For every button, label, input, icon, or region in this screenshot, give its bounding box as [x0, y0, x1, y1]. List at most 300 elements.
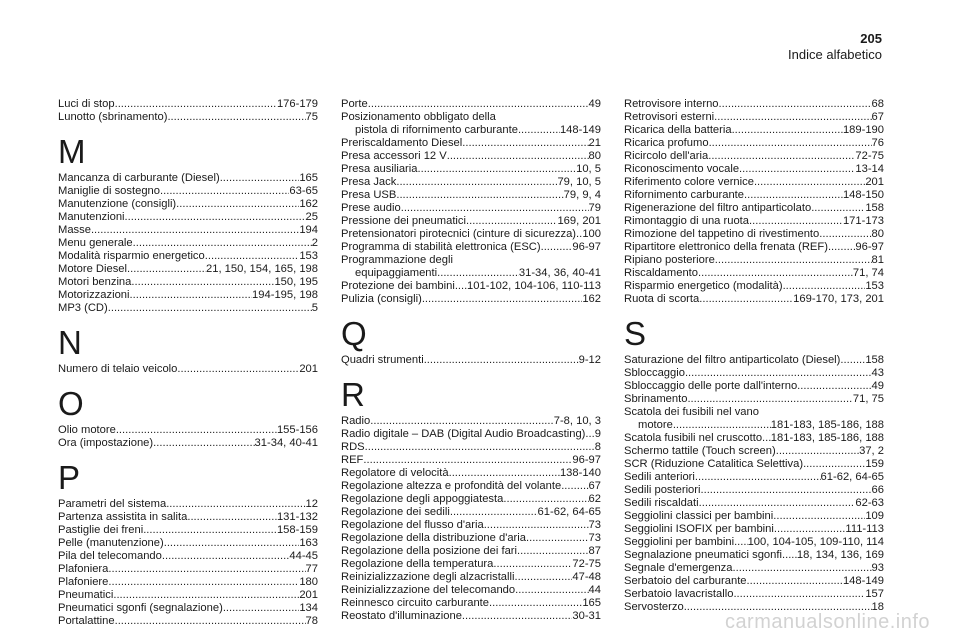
- index-entry: [58, 172, 318, 185]
- index-entry: [341, 111, 601, 124]
- dot-leader: [811, 202, 865, 215]
- index-entry: [58, 563, 318, 576]
- dot-leader: [585, 428, 594, 441]
- index-entry-term: Reostato d'illuminazione: [341, 610, 462, 622]
- index-entry-pages: 21, 150, 154, 165, 198: [206, 263, 318, 275]
- index-entry: [341, 597, 601, 610]
- index-entry: [58, 550, 318, 563]
- index-entry-term: Presa ausiliaria: [341, 163, 418, 175]
- dot-leader: [130, 289, 253, 302]
- index-entry-term: Sbloccaggio delle porte dall'interno: [624, 380, 798, 392]
- dot-leader: [131, 276, 274, 289]
- index-entry-pages: 62-63: [855, 497, 884, 509]
- index-entry-term: Masse: [58, 224, 91, 236]
- dot-leader: [437, 267, 519, 280]
- index-entry: [341, 467, 601, 480]
- dot-leader: [424, 354, 579, 367]
- index-entry: [341, 584, 601, 597]
- index-entry-term: Mancanza di carburante (Diesel): [58, 172, 220, 184]
- index-entry-pages: 49: [588, 98, 601, 110]
- index-entry-term: Plafoniere: [58, 576, 109, 588]
- dot-leader: [561, 480, 588, 493]
- index-entry-term: Parametri del sistema: [58, 498, 167, 510]
- dot-leader: [160, 185, 289, 198]
- index-entry: [624, 367, 884, 380]
- index-entry-term: SCR (Riduzione Catalitica Selettiva): [624, 458, 804, 470]
- dot-leader: [116, 424, 277, 437]
- index-entry: [624, 510, 884, 523]
- dot-leader: [503, 493, 588, 506]
- index-entry-pages: 44-45: [289, 550, 318, 562]
- index-entry: [341, 506, 601, 519]
- index-entry-pages: 76: [871, 137, 884, 149]
- index-entry: [58, 98, 318, 111]
- dot-leader: [462, 610, 572, 623]
- index-entry-pages: 153: [299, 250, 318, 262]
- dot-leader: [733, 562, 872, 575]
- index-entry-term: Sedili posteriori: [624, 484, 701, 496]
- index-entry: [624, 111, 884, 124]
- index-entry: [58, 498, 318, 511]
- index-entry-pages: 8: [594, 441, 601, 453]
- index-entry-pages: 96-97: [572, 241, 601, 253]
- index-entry: [624, 280, 884, 293]
- index-entry: [624, 419, 884, 432]
- index-entry-pages: 75: [305, 111, 318, 123]
- index-entry-pages: 31-34, 36, 40-41: [518, 267, 601, 279]
- index-entry-pages: 158: [865, 354, 884, 366]
- index-entry-term: Ripiano posteriore: [624, 254, 715, 266]
- dot-leader: [417, 163, 576, 176]
- index-entry-pages: 180: [299, 576, 318, 588]
- index-column-2: [341, 98, 601, 623]
- dot-leader: [167, 111, 305, 124]
- index-entry: [341, 189, 601, 202]
- index-letter-heading: S: [624, 315, 647, 352]
- index-entry: [624, 124, 884, 137]
- dot-leader: [840, 354, 865, 367]
- index-entry-pages: 163: [299, 537, 318, 549]
- index-entry: [341, 519, 601, 532]
- page-number: 205: [860, 31, 882, 46]
- dot-leader: [153, 437, 254, 450]
- index-entry: [624, 267, 884, 280]
- index-entry: [341, 558, 601, 571]
- index-entry-pages: 71, 74: [852, 267, 884, 279]
- index-entry: [58, 237, 318, 250]
- index-entry: [58, 363, 318, 376]
- index-entry: [341, 241, 601, 254]
- index-entry: [624, 163, 884, 176]
- index-entry-pages: 10, 5: [576, 163, 601, 175]
- index-entry: [624, 137, 884, 150]
- index-entry-pages: 73: [588, 519, 601, 531]
- index-entry-term: Segnalazione pneumatici sgonfi: [624, 549, 782, 561]
- index-entry-term: Partenza assistita in salita: [58, 511, 188, 523]
- index-entry-term: RDS: [341, 441, 365, 453]
- index-entry-term: Olio motore: [58, 424, 116, 436]
- index-entry-pages: 9: [594, 428, 601, 440]
- dot-leader: [715, 254, 872, 267]
- index-entry: [341, 480, 601, 493]
- index-entry-pages: 79, 9, 4: [563, 189, 601, 201]
- dot-leader: [749, 215, 843, 228]
- dot-leader: [125, 211, 306, 224]
- dot-leader: [747, 575, 843, 588]
- index-entry-pages: 162: [582, 293, 601, 305]
- dot-leader: [422, 293, 583, 306]
- index-entry-term: Regolazione degli appoggiatesta: [341, 493, 504, 505]
- index-entry: [341, 202, 601, 215]
- index-entry-pages: 181-183, 185-186, 188: [770, 419, 884, 431]
- dot-leader: [732, 124, 843, 137]
- index-entry-term: Presa USB: [341, 189, 397, 201]
- dot-leader: [220, 172, 300, 185]
- index-entry: [341, 493, 601, 506]
- index-entry-term: Lunotto (sbrinamento): [58, 111, 168, 123]
- index-entry: [341, 150, 601, 163]
- index-entry-term: Presa accessori 12 V: [341, 150, 447, 162]
- dot-leader: [108, 576, 299, 589]
- dot-leader: [708, 150, 855, 163]
- index-entry-pages: 72-75: [572, 558, 601, 570]
- dot-leader: [396, 189, 563, 202]
- index-entry-pages: 13-14: [855, 163, 884, 175]
- index-entry-term: Retrovisore interno: [624, 98, 719, 110]
- index-entry-term: Porte: [341, 98, 368, 110]
- index-entry-pages: 176-179: [276, 98, 318, 110]
- index-entry-term: Prese audio: [341, 202, 401, 214]
- index-entry-pages: 134: [299, 602, 318, 614]
- index-entry-pages: 165: [582, 597, 601, 609]
- index-entry-term: Serbatoio del carburante: [624, 575, 747, 587]
- index-entry: [624, 562, 884, 575]
- index-entry-pages: 150, 195: [274, 276, 318, 288]
- dot-leader: [514, 571, 572, 584]
- dot-leader: [164, 537, 300, 550]
- dot-leader: [773, 510, 865, 523]
- dot-leader: [143, 524, 277, 537]
- index-entry-pages: 31-34, 40-41: [254, 437, 318, 449]
- index-entry: [624, 588, 884, 601]
- index-entry: [58, 537, 318, 550]
- index-entry: [624, 406, 884, 419]
- index-entry-pages: 109: [865, 510, 884, 522]
- dot-leader: [401, 202, 589, 215]
- dot-leader: [698, 267, 853, 280]
- index-entry-term: Pulizia (consigli): [341, 293, 422, 305]
- index-entry: [58, 198, 318, 211]
- index-entry-term: Motorizzazioni: [58, 289, 130, 301]
- index-entry-term: Reinizializzazione del telecomando: [341, 584, 516, 596]
- index-entry: [58, 589, 318, 602]
- index-entry: [624, 189, 884, 202]
- index-entry-pages: 61-62, 64-65: [537, 506, 601, 518]
- index-entry-pages: 61-62, 64-65: [820, 471, 884, 483]
- index-entry: [341, 176, 601, 189]
- index-entry-term: motore: [638, 419, 673, 431]
- index-entry-pages: 169-170, 173, 201: [793, 293, 884, 305]
- index-entry-pages: 80: [871, 228, 884, 240]
- index-entry-term: Radio digitale – DAB (Digital Audio Broadcasting): [341, 428, 586, 440]
- index-entry: [624, 549, 884, 562]
- index-entry-term: Portalattine: [58, 615, 115, 627]
- index-entry-term: Regolatore di velocità: [341, 467, 449, 479]
- index-entry-term: Saturazione del filtro antiparticolato (Diesel): [624, 354, 841, 366]
- index-entry-pages: 162: [299, 198, 318, 210]
- dot-leader: [177, 363, 299, 376]
- index-entry-term: Posizionamento obbligato della: [341, 111, 496, 123]
- index-entry-pages: 155-156: [276, 424, 318, 436]
- index-entry-term: Regolazione del flusso d'aria: [341, 519, 484, 531]
- dot-leader: [108, 563, 305, 576]
- index-entry-pages: 80: [588, 150, 601, 162]
- index-entry-pages: 159: [865, 458, 884, 470]
- index-entry: [341, 215, 601, 228]
- dot-leader: [447, 150, 589, 163]
- index-entry: [341, 280, 601, 293]
- index-entry: [58, 437, 318, 450]
- dot-leader: [365, 441, 595, 454]
- index-entry-pages: 21: [588, 137, 601, 149]
- index-entry-term: Riconoscimento vocale: [624, 163, 740, 175]
- dot-leader: [396, 176, 557, 189]
- index-entry-pages: 148-150: [842, 189, 884, 201]
- page-header: [788, 31, 882, 63]
- dot-leader: [223, 602, 300, 615]
- index-entry: [624, 202, 884, 215]
- index-entry-pages: 73: [588, 532, 601, 544]
- index-entry: [341, 610, 601, 623]
- index-entry-term: Riferimento colore vernice: [624, 176, 754, 188]
- index-entry-term: Segnale d'emergenza: [624, 562, 733, 574]
- index-entry-term: Pretensionatori pirotecnici (cinture di sicurezza): [341, 228, 577, 240]
- index-letter-heading: M: [58, 133, 86, 170]
- index-entry-pages: 201: [299, 589, 318, 601]
- index-entry-pages: 79: [588, 202, 601, 214]
- dot-leader: [782, 549, 797, 562]
- index-letter-heading: Q: [341, 315, 367, 352]
- index-entry-term: Pila del telecomando: [58, 550, 162, 562]
- index-letter-heading: R: [341, 376, 365, 413]
- index-entry: [58, 576, 318, 589]
- index-entry-pages: 96-97: [855, 241, 884, 253]
- index-entry-pages: 148-149: [559, 124, 601, 136]
- index-entry: [341, 545, 601, 558]
- dot-leader: [515, 584, 588, 597]
- index-entry-pages: 138-140: [559, 467, 601, 479]
- index-entry-pages: 100, 104-105, 109-110, 114: [747, 536, 884, 548]
- index-entry-pages: 77: [305, 563, 318, 575]
- index-entry-pages: 43: [871, 367, 884, 379]
- dot-leader: [517, 545, 589, 558]
- index-entry: [58, 185, 318, 198]
- index-entry: [58, 602, 318, 615]
- index-column-1: [58, 98, 318, 628]
- index-entry: [624, 254, 884, 267]
- index-entry: [624, 98, 884, 111]
- dot-leader: [762, 432, 771, 445]
- dot-leader: [466, 215, 557, 228]
- index-entry-term: Pelle (manutenzione): [58, 537, 164, 549]
- index-entry-pages: 194-195, 198: [252, 289, 318, 301]
- index-entry: [341, 415, 601, 428]
- index-entry-pages: 44: [588, 584, 601, 596]
- dot-leader: [115, 98, 277, 111]
- dot-leader: [450, 506, 538, 519]
- index-entry-term: Manutenzioni: [58, 211, 125, 223]
- dot-leader: [518, 124, 560, 137]
- index-entry-term: Manutenzione (consigli): [58, 198, 177, 210]
- index-entry-pages: 47-48: [572, 571, 601, 583]
- index-entry: [624, 497, 884, 510]
- dot-leader: [133, 237, 312, 250]
- index-entry-pages: 87: [588, 545, 601, 557]
- index-entry-pages: 66: [871, 484, 884, 496]
- index-entry-pages: 101-102, 104-106, 110-113: [467, 280, 601, 292]
- dot-leader: [687, 393, 852, 406]
- index-entry: [624, 228, 884, 241]
- index-entry-term: Maniglie di sostegno: [58, 185, 160, 197]
- index-entry-term: Rimozione del tappetino di rivestimento: [624, 228, 820, 240]
- index-entry-term: Pressione dei pneumatici: [341, 215, 466, 227]
- index-entry-term: Riscaldamento: [624, 267, 698, 279]
- dot-leader: [685, 367, 872, 380]
- index-entry-term: Menu generale: [58, 237, 133, 249]
- index-entry-pages: 7-8, 10, 3: [553, 415, 601, 427]
- index-entry-term: Ora (impostazione): [58, 437, 154, 449]
- index-entry-term: Ripartitore elettronico della frenata (REF): [624, 241, 828, 253]
- index-entry-pages: 67: [871, 111, 884, 123]
- index-entry-pages: 171-173: [842, 215, 884, 227]
- index-entry-pages: 79, 10, 5: [557, 176, 601, 188]
- index-entry: [624, 293, 884, 306]
- index-entry: [58, 524, 318, 537]
- index-entry-pages: 49: [871, 380, 884, 392]
- index-entry: [58, 511, 318, 524]
- dot-leader: [484, 519, 589, 532]
- index-entry-term: Reinizializzazione degli alzacristalli: [341, 571, 515, 583]
- dot-leader: [493, 558, 572, 571]
- index-entry: [341, 454, 601, 467]
- dot-leader: [744, 189, 843, 202]
- dot-leader: [673, 419, 771, 432]
- dot-leader: [828, 241, 855, 254]
- dot-leader: [819, 228, 871, 241]
- dot-leader: [709, 137, 872, 150]
- index-entry-term: Ricarica profumo: [624, 137, 709, 149]
- index-entry-pages: 111-113: [845, 523, 884, 535]
- index-entry-term: Programmazione degli: [341, 254, 453, 266]
- index-entry-pages: 194: [299, 224, 318, 236]
- index-entry-term: Luci di stop: [58, 98, 115, 110]
- index-entry: [341, 571, 601, 584]
- index-entry-pages: 63-65: [289, 185, 318, 197]
- index-entry: [58, 250, 318, 263]
- index-entry-term: equipaggiamenti: [355, 267, 438, 279]
- index-entry-pages: 181-183, 185-186, 188: [770, 432, 884, 444]
- index-entry: [624, 523, 884, 536]
- index-entry-term: Retrovisori esterni: [624, 111, 715, 123]
- index-entry-term: Schermo tattile (Touch screen): [624, 445, 776, 457]
- index-entry-term: Seggiolini ISOFIX per bambini: [624, 523, 774, 535]
- index-entry-term: Servosterzo: [624, 601, 684, 613]
- index-entry-pages: 18, 134, 136, 169: [796, 549, 884, 561]
- index-entry-pages: 158-159: [276, 524, 318, 536]
- index-letter-heading: P: [58, 459, 81, 496]
- index-entry-term: Seggiolini classici per bambini: [624, 510, 774, 522]
- dot-leader: [187, 511, 277, 524]
- index-entry: [341, 354, 601, 367]
- index-entry-pages: 67: [588, 480, 601, 492]
- index-entry-term: Regolazione altezza e profondità del volante: [341, 480, 562, 492]
- dot-leader: [489, 597, 582, 610]
- index-entry-pages: 37, 2: [859, 445, 884, 457]
- section-title: Indice alfabetico: [788, 47, 882, 62]
- index-entry-pages: 71, 75: [852, 393, 884, 405]
- index-entry: [58, 424, 318, 437]
- index-entry-pages: 12: [305, 498, 318, 510]
- index-entry-pages: 30-31: [572, 610, 601, 622]
- index-entry-term: Ricarica della batteria: [624, 124, 732, 136]
- index-entry-term: Regolazione della posizione dei fari: [341, 545, 518, 557]
- index-entry-term: Sbloccaggio: [624, 367, 685, 379]
- index-entry-term: Serbatoio lavacristallo: [624, 588, 734, 600]
- index-entry-pages: 81: [871, 254, 884, 266]
- index-entry: [58, 224, 318, 237]
- index-entry-pages: 78: [305, 615, 318, 627]
- index-entry: [58, 263, 318, 276]
- index-entry-term: Quadri strumenti: [341, 354, 424, 366]
- index-entry: [341, 254, 601, 267]
- index-entry-pages: 131-132: [276, 511, 318, 523]
- index-entry-term: Scatola fusibili nel cruscotto: [624, 432, 763, 444]
- index-entry: [624, 471, 884, 484]
- dot-leader: [162, 550, 290, 563]
- index-entry: [624, 354, 884, 367]
- index-entry: [58, 111, 318, 124]
- index-entry-term: MP3 (CD): [58, 302, 108, 314]
- index-entry: [58, 289, 318, 302]
- index-entry: [624, 575, 884, 588]
- index-letter-heading: N: [58, 324, 82, 361]
- index-entry-pages: 68: [871, 98, 884, 110]
- index-entry-pages: 201: [299, 363, 318, 375]
- index-entry-pages: 201: [865, 176, 884, 188]
- index-entry-term: Programma di stabilità elettronica (ESC): [341, 241, 541, 253]
- index-entry-term: Ricircolo dell'aria: [624, 150, 709, 162]
- index-entry: [341, 124, 601, 137]
- dot-leader: [700, 484, 871, 497]
- index-entry-term: Sedili anteriori: [624, 471, 695, 483]
- index-entry-pages: 165: [299, 172, 318, 184]
- index-column-3: [624, 98, 884, 614]
- index-entry-term: Radio: [341, 415, 371, 427]
- dot-leader: [91, 224, 299, 237]
- index-entry-term: Motore Diesel: [58, 263, 128, 275]
- index-entry-term: Preriscaldamento Diesel: [341, 137, 463, 149]
- index-entry: [624, 176, 884, 189]
- index-entry-term: Risparmio energetico (modalità): [624, 280, 783, 292]
- index-entry-term: Sedili riscaldati: [624, 497, 699, 509]
- index-letter-heading: O: [58, 385, 84, 422]
- index-entry: [624, 215, 884, 228]
- index-entry-term: REF: [341, 454, 364, 466]
- index-entry-pages: 25: [305, 211, 318, 223]
- index-entry-term: Ruota di scorta: [624, 293, 700, 305]
- index-entry-pages: 148-149: [842, 575, 884, 587]
- index-entry-pages: 5: [311, 302, 318, 314]
